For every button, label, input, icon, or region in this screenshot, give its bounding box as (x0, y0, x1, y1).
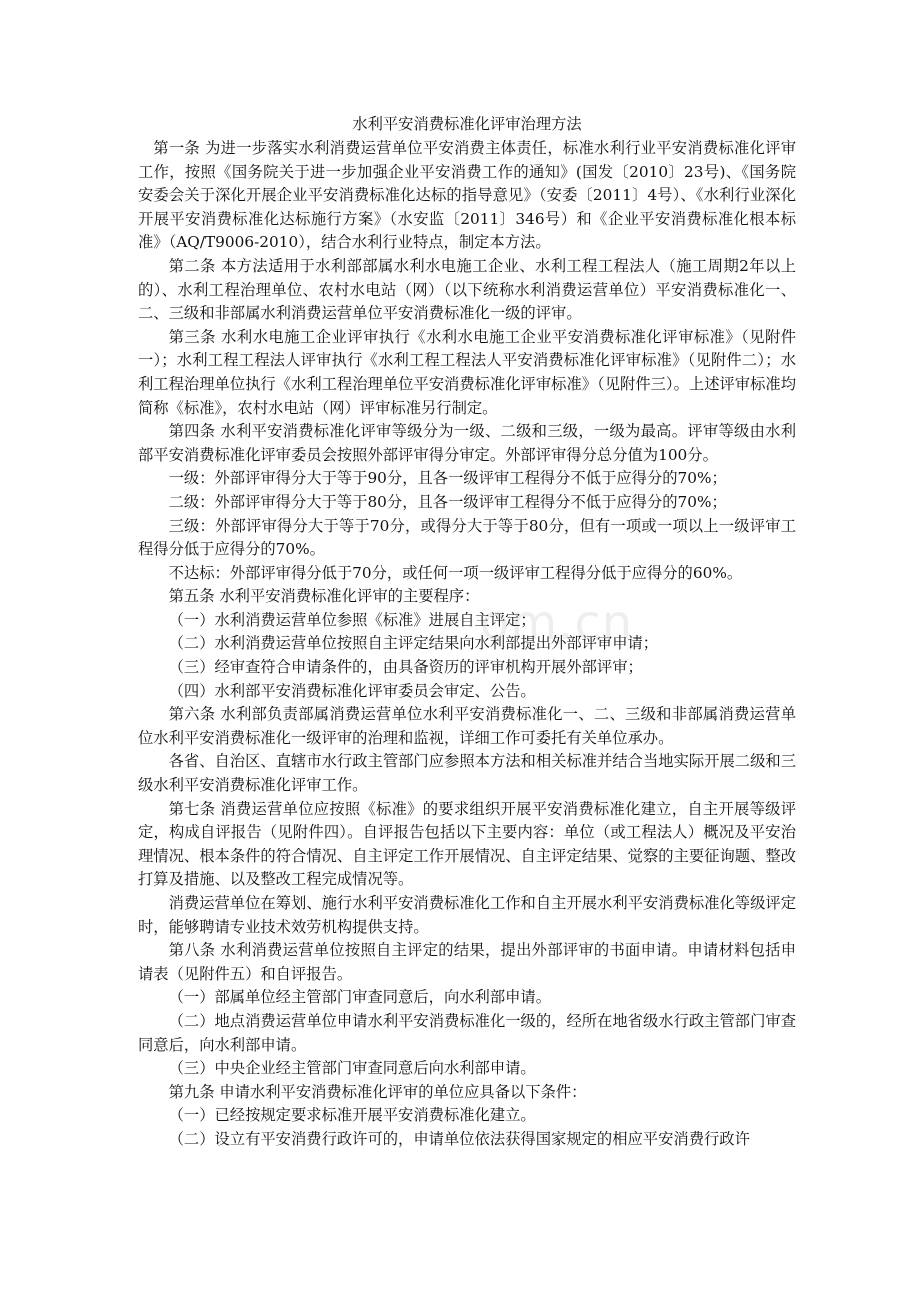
paragraph: （三）经审查符合申请条件的，由具备资历的评审机构开展外部评审； (168, 658, 643, 677)
paragraph: 第八条 水利消费运营单位按照自主评定的结果，提出外部评审的书面申请。申请材料包括申请表（见附件五）和自评报告。 (138, 941, 796, 983)
paragraph: 一级：外部评审得分大于等于90分，且各一级评审工程得分不低于应得分的70%； (168, 469, 727, 488)
paragraph: 二级：外部评审得分大于等于80分，且各一级评审工程得分不低于应得分的70%； (168, 492, 727, 511)
paragraph: 各省、自治区、直辖市水行政主管部门应参照本方法和相关标准并结合当地实际开展二级和三级水利平安消费标准化评审工作。 (138, 752, 796, 795)
paragraph: （二）地点消费运营单位申请水利平安消费标准化一级的，经所在地省级水行政主管部门审查同意后，向水利部申请。 (138, 1011, 796, 1054)
paragraph: 第三条 水利水电施工企业评审执行《水利水电施工企业平安消费标准化评审标准》（见附件一）；水利工程工程法人评审执行《水利工程工程法人平安消费标准化评审标准》（见附件二）；水利工程治理单位执行《水利工程治理单位平安消费标准化评审标准》（见附件三）。上述评审标准均简称《标准》，农村水电站（网）评审标准另行制定。 (138, 327, 796, 417)
paragraph: 不达标：外部评审得分低于70分，或任何一项一级评审工程得分低于应得分的60%。 (168, 563, 743, 582)
paragraph: 第四条 水利平安消费标准化评审等级分为一级、二级和三级，一级为最高。评审等级由水利部平安消费标准化评审委员会按照外部评审得分审定。外部评审得分总分值为100分。 (138, 422, 796, 464)
paragraph: 第二条 本方法适用于水利部部属水利水电施工企业、水利工程工程法人（施工周期2年以上的）、水利工程治理单位、农村水电站（网）（以下统称水利消费运营单位）平安消费标准化一、二、三级和非部属水利消费运营单位平安消费标准化一级的评审。 (138, 256, 796, 323)
paragraph: 第九条 申请水利平安消费标准化评审的单位应具备以下条件： (168, 1082, 587, 1101)
paragraph: （一）水利消费运营单位参照《标准》进展自主评定； (168, 610, 536, 629)
watermark: om.cn (480, 595, 634, 651)
paragraph: 三级：外部评审得分大于等于70分，或得分大于等于80分，但有一项或一项以上一级评审工程得分低于应得分的70%。 (138, 516, 796, 559)
paragraph: （二）水利消费运营单位按照自主评定结果向水利部提出外部评审申请； (168, 634, 659, 653)
document-title: 水利平安消费标准化评审治理方法 (352, 115, 582, 133)
document-body (138, 137, 796, 1152)
paragraph: 第七条 消费运营单位应按照《标准》的要求组织开展平安消费标准化建立，自主开展等级评定，构成自评报告（见附件四）。自评报告包括以下主要内容：单位（或工程法人）概况及平安治理情况、根本条件的符合情况、自主评定工作开展情况、自主评定结果、觉察的主要征询题、整改打算及措施、以及整改工程完成情况等。 (138, 799, 796, 889)
paragraph: 消费运营单位在筹划、施行水利平安消费标准化工作和自主开展水利平安消费标准化等级评定时，能够聘请专业技术效劳机构提供支持。 (138, 894, 796, 936)
paragraph: （四）水利部平安消费标准化评审委员会审定、公告。 (168, 681, 536, 700)
paragraph: （一）部属单位经主管部门审查同意后，向水利部申请。 (168, 988, 552, 1007)
paragraph: 第五条 水利平安消费标准化评审的主要程序： (168, 587, 480, 606)
document-page (138, 112, 796, 1152)
paragraph: 第一条 为进一步落实水利消费运营单位平安消费主体责任，标准水利行业平安消费标准化评审工作，按照《国务院关于进一步加强企业平安消费工作的通知》(国发〔2010〕23号)、《国务院安委会关于深化开展企业平安消费标准化达标的指导意见》（安委〔2011〕4号）、《水利行业深化开展平安消费标准化达标施行方案》（水安监〔2011〕346号）和《企业平安消费标准化根本标准》（AQ/T9006-2010），结合水利行业特点，制定本方法。 (138, 139, 796, 252)
paragraph: （一）已经按规定要求标准开展平安消费标准化建立。 (168, 1106, 536, 1125)
paragraph: （三）中央企业经主管部门审查同意后向水利部申请。 (168, 1059, 536, 1078)
paragraph: 第六条 水利部负责部属消费运营单位水利平安消费标准化一、二、三级和非部属消费运营单位水利平安消费标准化一级评审的治理和监视，详细工作可委托有关单位承办。 (138, 705, 796, 747)
paragraph: （二）设立有平安消费行政许可的，申请单位依法获得国家规定的相应平安消费行政许 (168, 1129, 750, 1148)
